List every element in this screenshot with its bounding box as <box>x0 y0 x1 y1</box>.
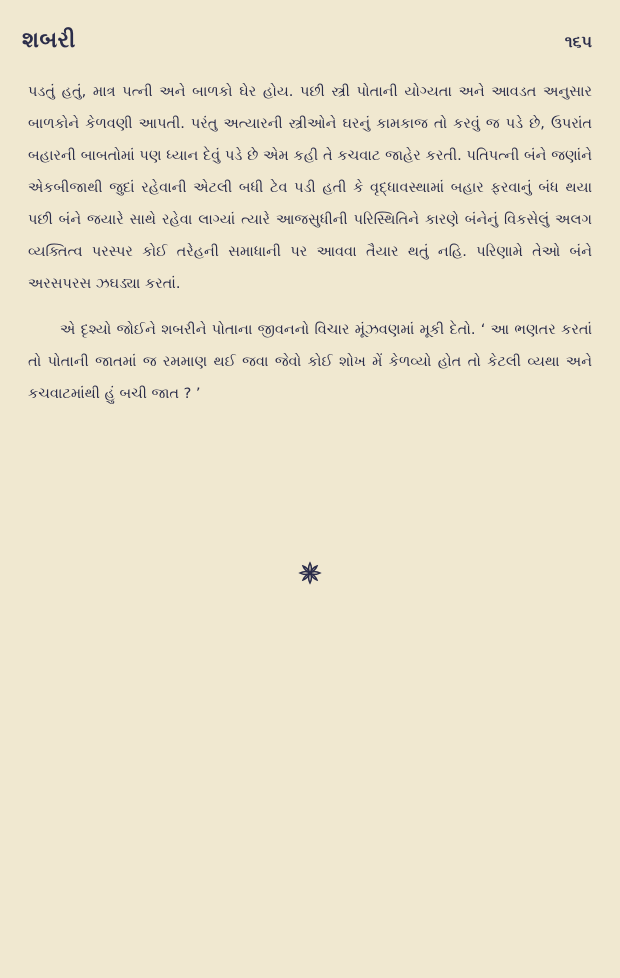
running-head: શબરી <box>22 28 76 53</box>
paragraph-1: પડતું હતું, માત્ર પત્ની અને બાળકો ઘેર હોય. પછી સ્ત્રી પોતાની યોગ્યતા અને આવડત અનુસાર બાળકોને કેળવણી આપતી. પરંતુ અત્યારની સ્ત્રીઓને ઘરનું કામકાજ તો કરવું જ પડે છે, ઉપરાંત બહારની બાબતોમાં પણ ધ્યાન દેવું પડે છે એમ કહી તે કચવાટ જાહેર કરતી. પતિપત્ની બંને જણાંને એકબીજાથી જુદાં રહેવાની એટલી બધી ટેવ પડી હતી કે વૃદ્ધાવસ્થામાં બહાર ફરવાનું બંધ થયા પછી બંને જયારે સાથે રહેવા લાગ્યાં ત્યારે આજસુધીની પરિસ્થિતિને કારણે બંનેનું વિકસેલું અલગ વ્યક્તિત્વ પરસ્પર કોઈ તરેહની સમાધાની પર આવવા તૈયાર થતું નહિ. પરિણામે તેઓ બંને અરસપરસ ઝઘડ્યા કરતાં. <box>28 84 592 292</box>
page-header <box>22 28 592 60</box>
paragraph-2: એ દૃશ્યો જોઈને શબરીને પોતાના જીવનનો વિચાર મૂંઝવણમાં મૂકી દેતો. ‘ આ ભણતર કરતાં તો પોતાની જાતમાં જ રમમાણ થઈ જવા જેવો કોઈ શોખ મેં કેળવ્યો હોત તો કેટલી વ્યથા અને કચવાટમાંથી હું બચી જાત ? ’ <box>28 322 592 402</box>
page-body <box>28 76 592 410</box>
floral-ornament-icon <box>297 560 323 586</box>
page-number: ૧૬૫ <box>564 32 592 51</box>
